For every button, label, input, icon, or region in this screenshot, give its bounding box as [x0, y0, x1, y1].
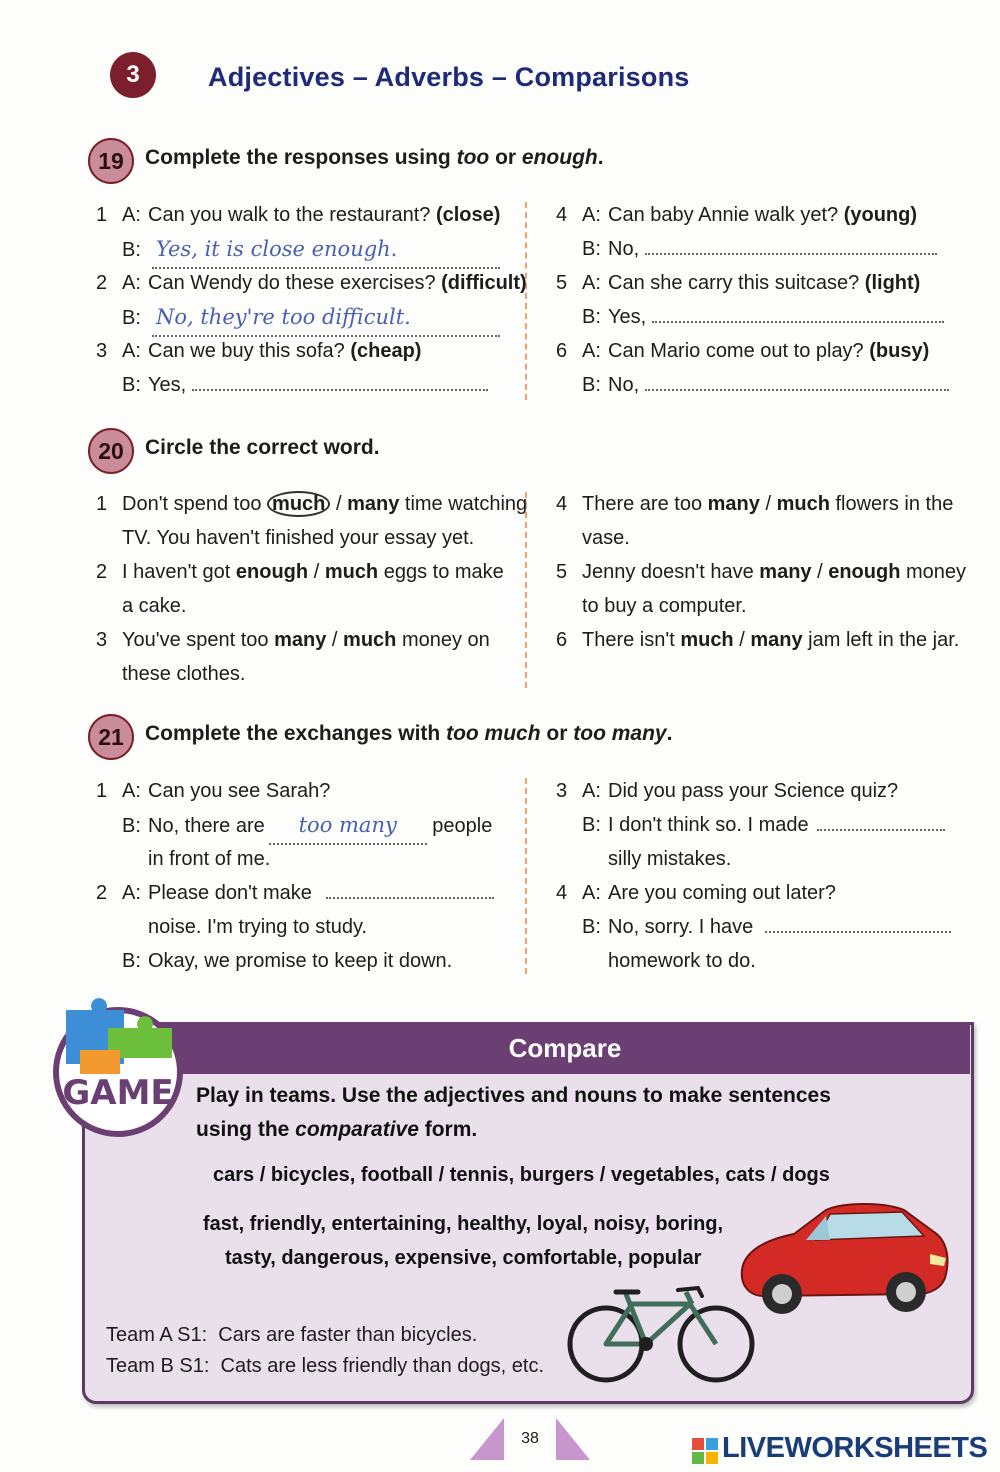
- ex20-item-1-option-2[interactable]: many: [347, 493, 400, 515]
- ex21-answer-2[interactable]: [326, 879, 494, 899]
- ex19-item-6-b: B: No,: [582, 368, 949, 402]
- liveworksheets-icon: [692, 1438, 718, 1464]
- ex19-item-4-b: B: No,: [582, 232, 937, 266]
- exercise-19-number: 19: [88, 138, 134, 184]
- game-adjectives-line-1: fast, friendly, entertaining, healthy, loyal, noisy, boring,: [203, 1213, 724, 1235]
- column-divider: [525, 492, 527, 688]
- ex19-answer-6[interactable]: [645, 371, 949, 391]
- game-logo: [46, 988, 186, 1138]
- puzzle-piece-orange: [80, 1050, 120, 1074]
- ex21-answer-4[interactable]: [765, 913, 951, 933]
- ex20-item-4: 4 There are too many / much flowers in the: [556, 493, 954, 515]
- ex20-item-1-option-1[interactable]: much: [267, 491, 330, 517]
- ex20-item-5-option-1[interactable]: many: [759, 561, 812, 583]
- ex20-item-3: 3 You've spent too many / much money on: [96, 629, 490, 651]
- ex20-item-3-option-2[interactable]: much: [343, 629, 397, 651]
- ex19-item-3-a: 3 A: Can we buy this sofa? (cheap): [96, 340, 422, 362]
- ex20-item-6-option-1[interactable]: much: [680, 629, 734, 651]
- ex20-item-1-line2: TV. You haven't finished your essay yet.: [122, 527, 475, 549]
- ex19-item-1-a: 1 A: Can you walk to the restaurant? (close): [96, 204, 501, 226]
- bicycle-illustration: [566, 1282, 756, 1386]
- ex21-answer-1[interactable]: too many: [269, 808, 427, 845]
- exercise-20-title: Circle the correct word.: [145, 436, 380, 459]
- team-b-example: Team B S1: Cats are less friendly than dogs, etc.: [106, 1355, 545, 1377]
- ex21-item-1-b: B: No, there are too many people: [122, 808, 492, 845]
- exercise-19-title: Complete the responses using too or enough.: [145, 146, 604, 169]
- ex21-item-3-b: B: I don't think so. I made: [582, 808, 945, 842]
- ex21-item-2-b: B: Okay, we promise to keep it down.: [122, 950, 453, 972]
- game-nouns: cars / bicycles, football / tennis, burgers / vegetables, cats / dogs: [213, 1164, 830, 1186]
- page-number: 38: [521, 1430, 539, 1447]
- unit-title: Adjectives – Adverbs – Comparisons: [208, 62, 690, 92]
- ex20-item-5: 5 Jenny doesn't have many / enough money: [556, 561, 967, 583]
- ex19-item-6-a: 6 A: Can Mario come out to play? (busy): [556, 340, 930, 362]
- ex21-item-1-b-line2: in front of me.: [148, 848, 271, 870]
- column-divider: [525, 778, 527, 974]
- ex21-answer-3[interactable]: [817, 811, 945, 831]
- ex19-answer-2[interactable]: No, they're too difficult.: [152, 300, 500, 337]
- ex21-item-1-a: 1 A: Can you see Sarah?: [96, 780, 331, 802]
- ex19-item-1-b: B: Yes, it is close enough.: [122, 232, 500, 269]
- ex20-item-2: 2 I haven't got enough / much eggs to make: [96, 561, 504, 583]
- team-a-example: Team A S1: Cars are faster than bicycles.: [106, 1324, 478, 1346]
- ex19-item-3-b: B: Yes,: [122, 368, 488, 402]
- game-instruction-line-2: using the comparative form.: [196, 1118, 478, 1141]
- ex20-item-6-option-2[interactable]: many: [750, 629, 803, 651]
- ex19-item-4-a: 4 A: Can baby Annie walk yet? (young): [556, 204, 918, 226]
- game-adjectives-line-2: tasty, dangerous, expensive, comfortable, popular: [225, 1247, 702, 1269]
- ex19-answer-1[interactable]: Yes, it is close enough.: [152, 232, 500, 269]
- ex20-item-6: 6 There isn't much / many jam left in the jar.: [556, 629, 960, 651]
- ex21-item-2-a: 2 A: Please don't make: [96, 876, 494, 910]
- game-logo-text: GAME: [62, 1073, 174, 1113]
- ex19-answer-5[interactable]: [652, 303, 944, 323]
- ex19-answer-3[interactable]: [192, 371, 488, 391]
- ex21-item-4-b-line2: homework to do.: [608, 950, 756, 972]
- ex20-item-4-option-2[interactable]: much: [776, 493, 830, 515]
- ex20-item-2-option-1[interactable]: enough: [235, 561, 309, 583]
- ex21-item-3-b-line2: silly mistakes.: [608, 848, 732, 870]
- ex21-item-4-a: 4 A: Are you coming out later?: [556, 882, 836, 904]
- ex20-item-3-option-1[interactable]: many: [274, 629, 327, 651]
- ex20-item-5-line2: to buy a computer.: [582, 595, 747, 617]
- column-divider: [525, 202, 527, 400]
- exercise-20-number: 20: [88, 428, 134, 474]
- ex20-item-4-option-1[interactable]: many: [707, 493, 760, 515]
- exercise-21-title: Complete the exchanges with too much or too many.: [145, 722, 673, 745]
- ex19-answer-4[interactable]: [645, 235, 937, 255]
- ex20-item-5-option-2[interactable]: enough: [828, 561, 901, 583]
- liveworksheets-brand[interactable]: LIVEWORKSHEETS: [722, 1432, 988, 1464]
- car-illustration: [734, 1200, 952, 1318]
- ex21-item-2-a-line2: noise. I'm trying to study.: [148, 916, 368, 938]
- ex19-item-5-a: 5 A: Can she carry this suitcase? (light): [556, 272, 921, 294]
- game-instruction-line-1: Play in teams. Use the adjectives and nouns to make sentences: [196, 1084, 831, 1107]
- ex20-item-3-line2: these clothes.: [122, 663, 246, 685]
- ex19-item-5-b: B: Yes,: [582, 300, 944, 334]
- ex19-item-2-a: 2 A: Can Wendy do these exercises? (difficult): [96, 272, 527, 294]
- ex20-item-2-line2: a cake.: [122, 595, 187, 617]
- game-header: Compare: [160, 1022, 970, 1074]
- ex21-item-4-b: B: No, sorry. I have: [582, 910, 951, 944]
- ex21-item-3-a: 3 A: Did you pass your Science quiz?: [556, 780, 899, 802]
- exercise-21-number: 21: [88, 714, 134, 760]
- ex20-item-4-line2: vase.: [582, 527, 630, 549]
- ex20-item-1: 1 Don't spend too much / many time watching: [96, 493, 528, 515]
- ex20-item-2-option-2[interactable]: much: [324, 561, 379, 583]
- unit-number-badge: 3: [110, 52, 156, 98]
- ex19-item-2-b: B: No, they're too difficult.: [122, 300, 500, 337]
